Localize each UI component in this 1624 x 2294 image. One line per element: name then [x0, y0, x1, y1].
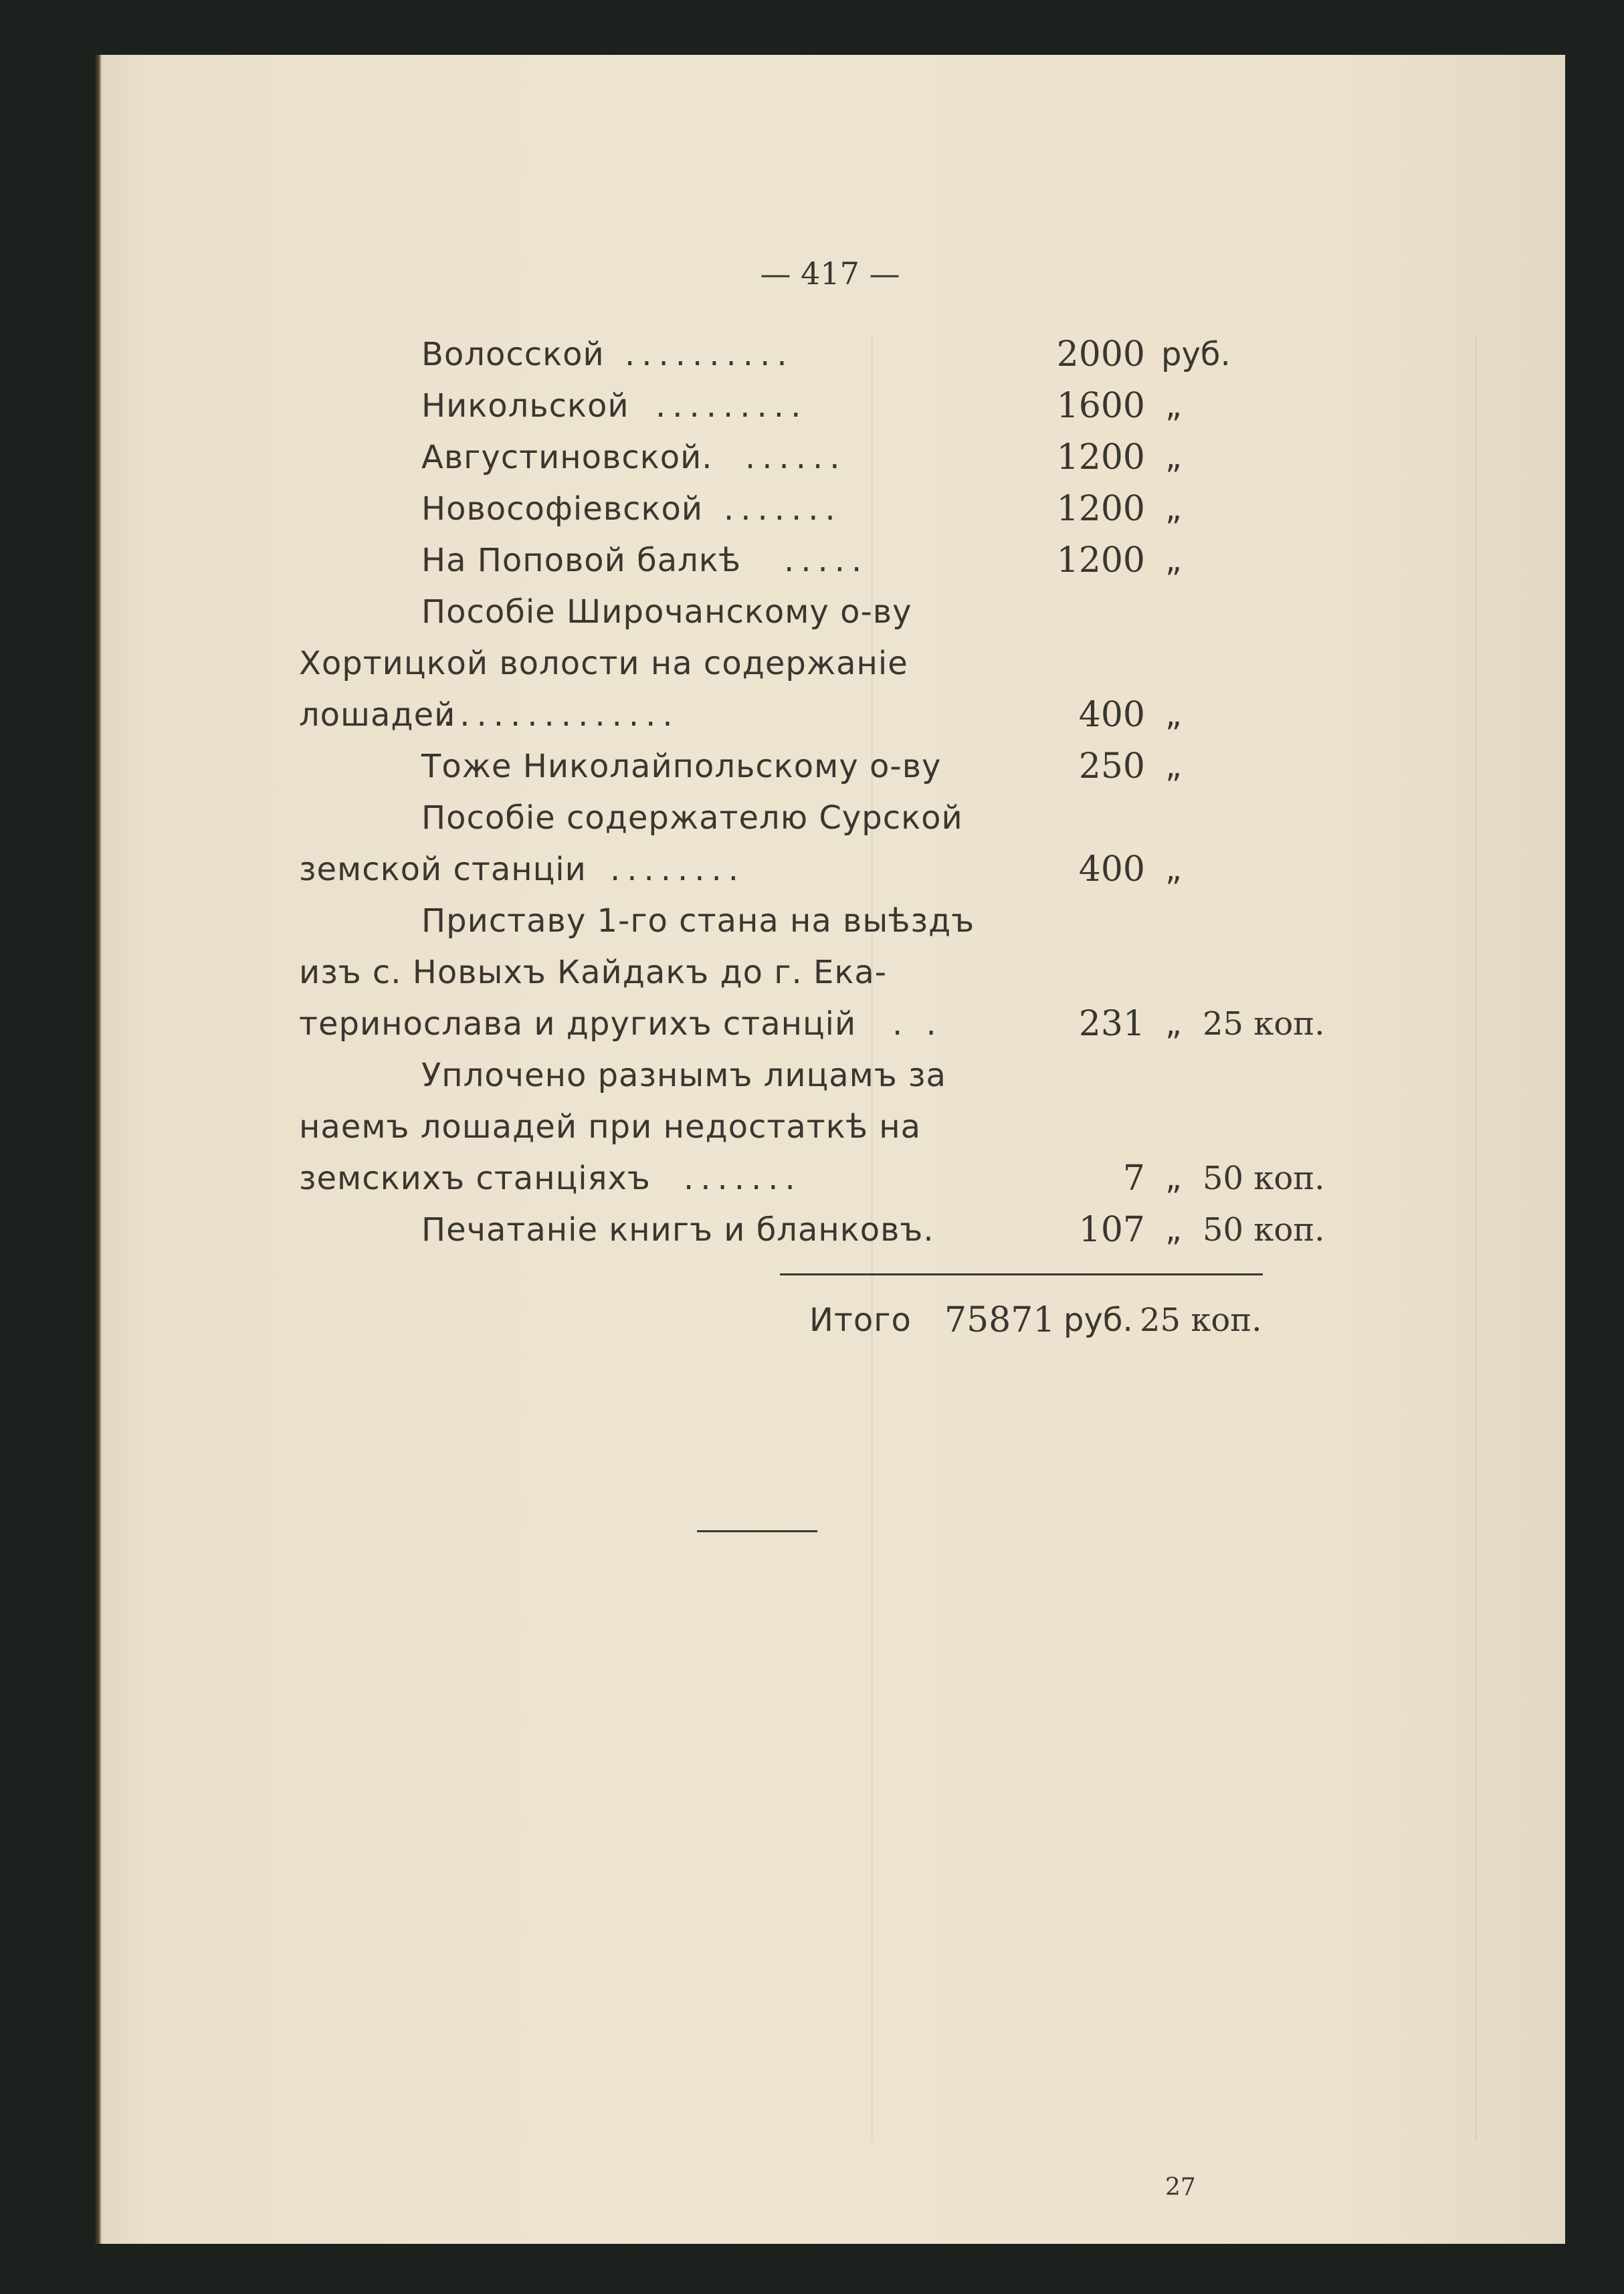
entry-amount: 1200	[1056, 437, 1145, 478]
total-kopecks: 25 коп.	[1140, 1301, 1262, 1339]
entry-label: Августиновской.	[421, 439, 713, 476]
entry-text-line: земской станціи	[299, 851, 587, 888]
entry-label: На Поповой балкѣ	[421, 542, 742, 579]
entry-text-line: Печатаніе книгъ и бланковъ.	[421, 1211, 934, 1249]
entry-text-line: изъ с. Новыхъ Кайдакъ до г. Ека-	[299, 954, 888, 991]
entry-text-line: Уплочено разнымъ лицамъ за	[421, 1057, 946, 1094]
total-amount: 75871	[944, 1300, 1055, 1340]
entry-unit: руб.	[1161, 336, 1231, 373]
entry-text-line: Приставу 1-го стана на выѣздъ	[421, 902, 975, 940]
entry-text-line: лошадей	[299, 696, 456, 734]
entry-dots: ........	[610, 851, 746, 888]
entry-amount: 1200	[1056, 489, 1145, 529]
entry-unit: „	[1165, 542, 1182, 579]
entry-kopecks: 50 коп.	[1203, 1160, 1325, 1197]
entry-amount: 231	[1078, 1004, 1145, 1044]
entry-text-line: земскихъ станціяхъ	[299, 1160, 651, 1197]
entry-unit: „	[1165, 696, 1182, 734]
entry-amount: 400	[1078, 849, 1145, 890]
entry-text-line: Пособіе Широчанскому о-ву	[421, 593, 912, 631]
entry-text-line: теринослава и другихъ станцій	[299, 1005, 857, 1043]
entry-amount: 1600	[1056, 386, 1145, 426]
entry-unit: „	[1165, 851, 1182, 888]
entry-amount: 400	[1078, 695, 1145, 735]
entry-dots: .......	[684, 1160, 802, 1197]
end-rule	[697, 1530, 817, 1532]
entry-label: Никольской	[421, 387, 629, 425]
entry-dots: ..............	[443, 696, 680, 734]
entry-text-line: Тоже Николайпольскому о-ву	[421, 748, 942, 785]
entry-dots: .......	[724, 490, 842, 528]
total-rule	[780, 1273, 1263, 1275]
entry-dots: ......	[745, 439, 847, 476]
entry-dots: . .	[892, 1005, 943, 1043]
total-rub: руб.	[1063, 1301, 1133, 1339]
signature-number: 27	[1165, 2174, 1196, 2201]
entry-unit: „	[1165, 1160, 1182, 1197]
entry-kopecks: 25 коп.	[1203, 1005, 1325, 1043]
entry-label: Новософіевской	[421, 490, 704, 528]
entry-kopecks: 50 коп.	[1203, 1211, 1325, 1249]
entry-unit: „	[1165, 439, 1182, 476]
entry-amount: 250	[1078, 746, 1145, 787]
entry-unit: „	[1165, 490, 1182, 528]
page-spine	[95, 55, 102, 2244]
entry-dots: ..........	[625, 336, 794, 373]
entry-unit: „	[1165, 1211, 1182, 1249]
entry-amount: 2000	[1056, 334, 1145, 375]
entry-unit: „	[1165, 748, 1182, 785]
entry-text-line: наемъ лошадей при недостаткѣ на	[299, 1108, 922, 1146]
entry-dots: .....	[784, 542, 869, 579]
entry-text-line: Хортицкой волости на содержаніе	[299, 645, 908, 682]
entry-unit: „	[1165, 1005, 1182, 1043]
page-number: — 417 —	[760, 255, 900, 292]
entry-label: Волосской	[421, 336, 605, 373]
total-label: Итого	[809, 1301, 912, 1339]
entry-text-line: Пособіе содержателю Сурской	[421, 799, 963, 837]
entry-amount: 107	[1078, 1210, 1145, 1250]
entry-dots: .........	[655, 387, 808, 425]
book-page	[95, 55, 1565, 2244]
entry-amount: 7	[1122, 1158, 1145, 1198]
entry-unit: „	[1165, 387, 1182, 425]
entry-amount: 1200	[1056, 540, 1145, 581]
